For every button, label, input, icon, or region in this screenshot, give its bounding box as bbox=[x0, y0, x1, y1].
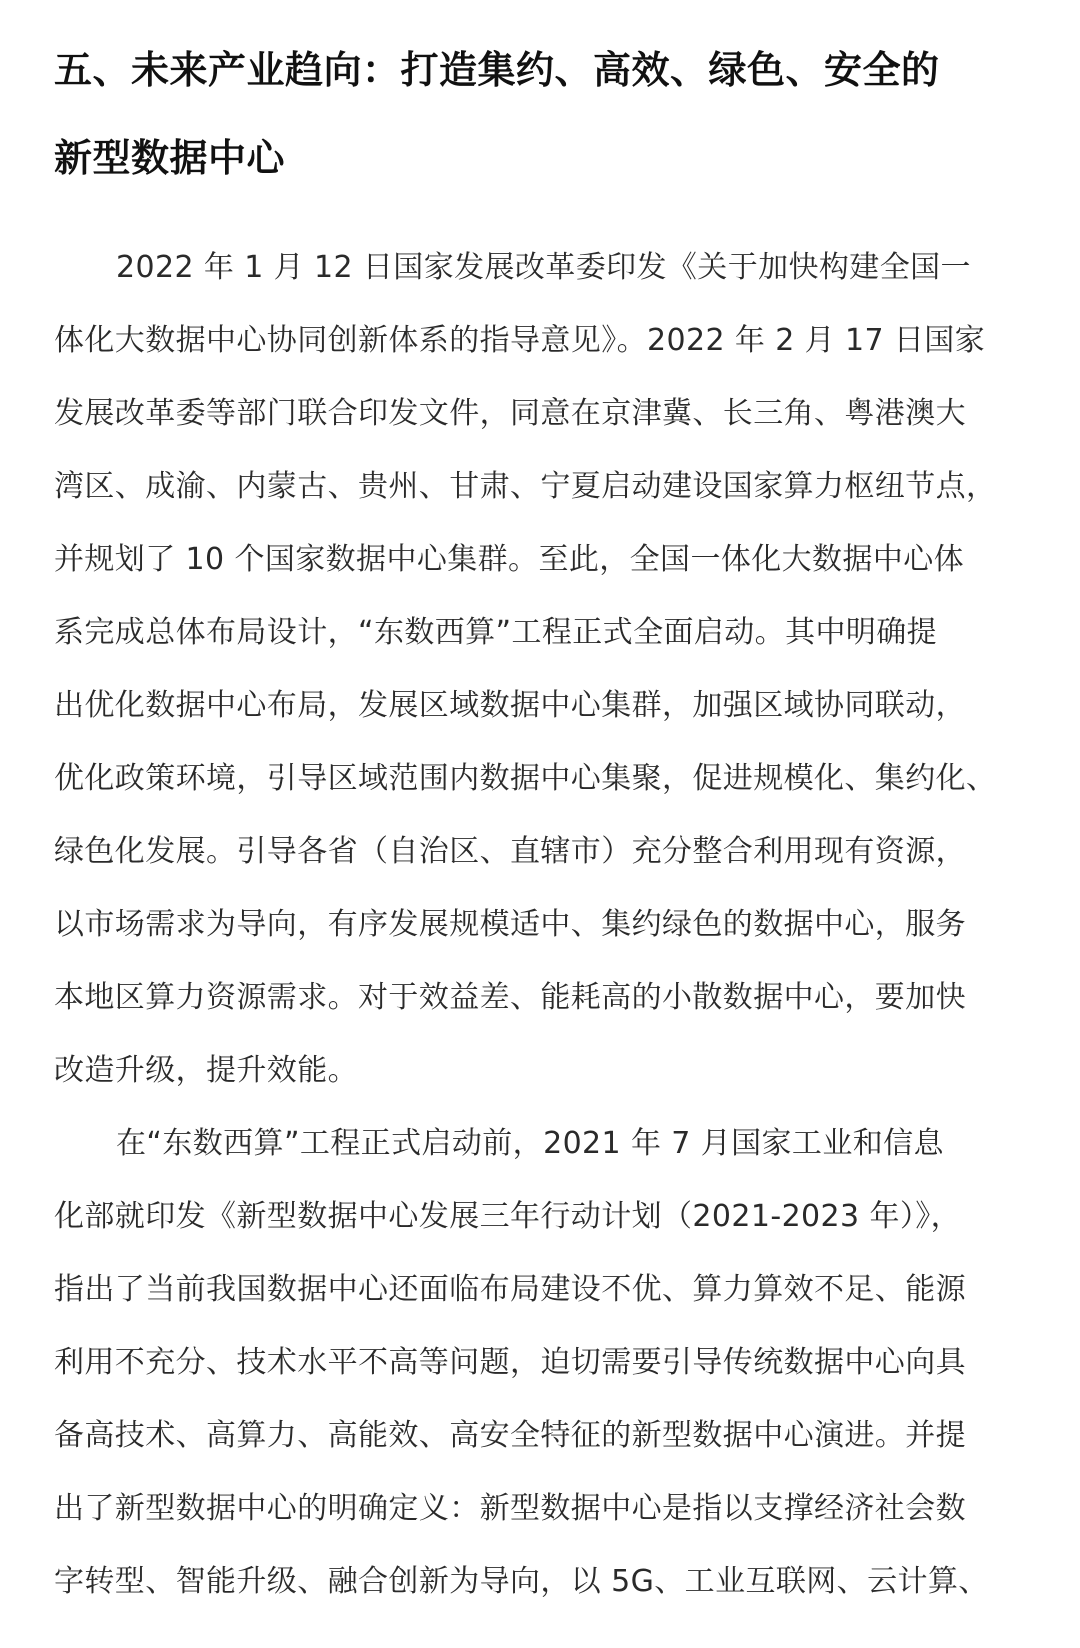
paragraph-line: 体化大数据中心协同创新体系的指导意见》。2022 年 2 月 17 日国家 bbox=[54, 323, 986, 358]
paragraph-line: 系完成总体布局设计，“东数西算”工程正式全面启动。其中明确提 bbox=[54, 615, 938, 650]
paragraph-line: 化部就印发《新型数据中心发展三年行动计划（2021-2023 年）》， bbox=[54, 1199, 962, 1234]
paragraph-line: 出优化数据中心布局，发展区域数据中心集群，加强区域协同联动， bbox=[54, 688, 966, 723]
paragraph-line: 优化政策环境，引导区域范围内数据中心集聚，促进规模化、集约化、 bbox=[54, 761, 997, 796]
paragraph-line: 备高技术、高算力、高能效、高安全特征的新型数据中心演进。并提 bbox=[54, 1418, 966, 1453]
paragraph-line: 以市场需求为导向，有序发展规模适中、集约绿色的数据中心，服务 bbox=[54, 907, 966, 942]
paragraph-line: 出了新型数据中心的明确定义：新型数据中心是指以支撑经济社会数 bbox=[54, 1491, 966, 1526]
paragraph-line: 指出了当前我国数据中心还面临布局建设不优、算力算效不足、能源 bbox=[54, 1272, 966, 1307]
paragraph-line: 本地区算力资源需求。对于效益差、能耗高的小散数据中心，要加快 bbox=[54, 980, 966, 1015]
paragraph-2 bbox=[54, 1124, 1034, 1635]
paragraph-line: 并规划了 10 个国家数据中心集群。至此，全国一体化大数据中心体 bbox=[54, 542, 965, 577]
paragraph-line: 在“东数西算”工程正式启动前，2021 年 7 月国家工业和信息 bbox=[116, 1126, 944, 1161]
paragraph-line: 改造升级，提升效能。 bbox=[54, 1053, 358, 1088]
paragraph-line: 发展改革委等部门联合印发文件，同意在京津冀、长三角、粤港澳大 bbox=[54, 396, 966, 431]
section-title-line-1: 五、未来产业趋向：打造集约、高效、绿色、安全的 bbox=[54, 48, 940, 92]
paragraph-line: 2022 年 1 月 12 日国家发展改革委印发《关于加快构建全国一 bbox=[116, 250, 971, 285]
paragraph-line: 利用不充分、技术水平不高等问题，迫切需要引导传统数据中心向具 bbox=[54, 1345, 966, 1380]
paragraph-line: 湾区、成渝、内蒙古、贵州、甘肃、宁夏启动建设国家算力枢纽节点， bbox=[54, 469, 997, 504]
document-body bbox=[54, 248, 1034, 1635]
paragraph-1 bbox=[54, 248, 1034, 1124]
paragraph-line: 字转型、智能升级、融合创新为导向，以 5G、工业互联网、云计算、 bbox=[54, 1564, 989, 1599]
section-title-line-2: 新型数据中心 bbox=[54, 136, 286, 180]
paragraph-line: 绿色化发展。引导各省（自治区、直辖市）充分整合利用现有资源， bbox=[54, 834, 966, 869]
